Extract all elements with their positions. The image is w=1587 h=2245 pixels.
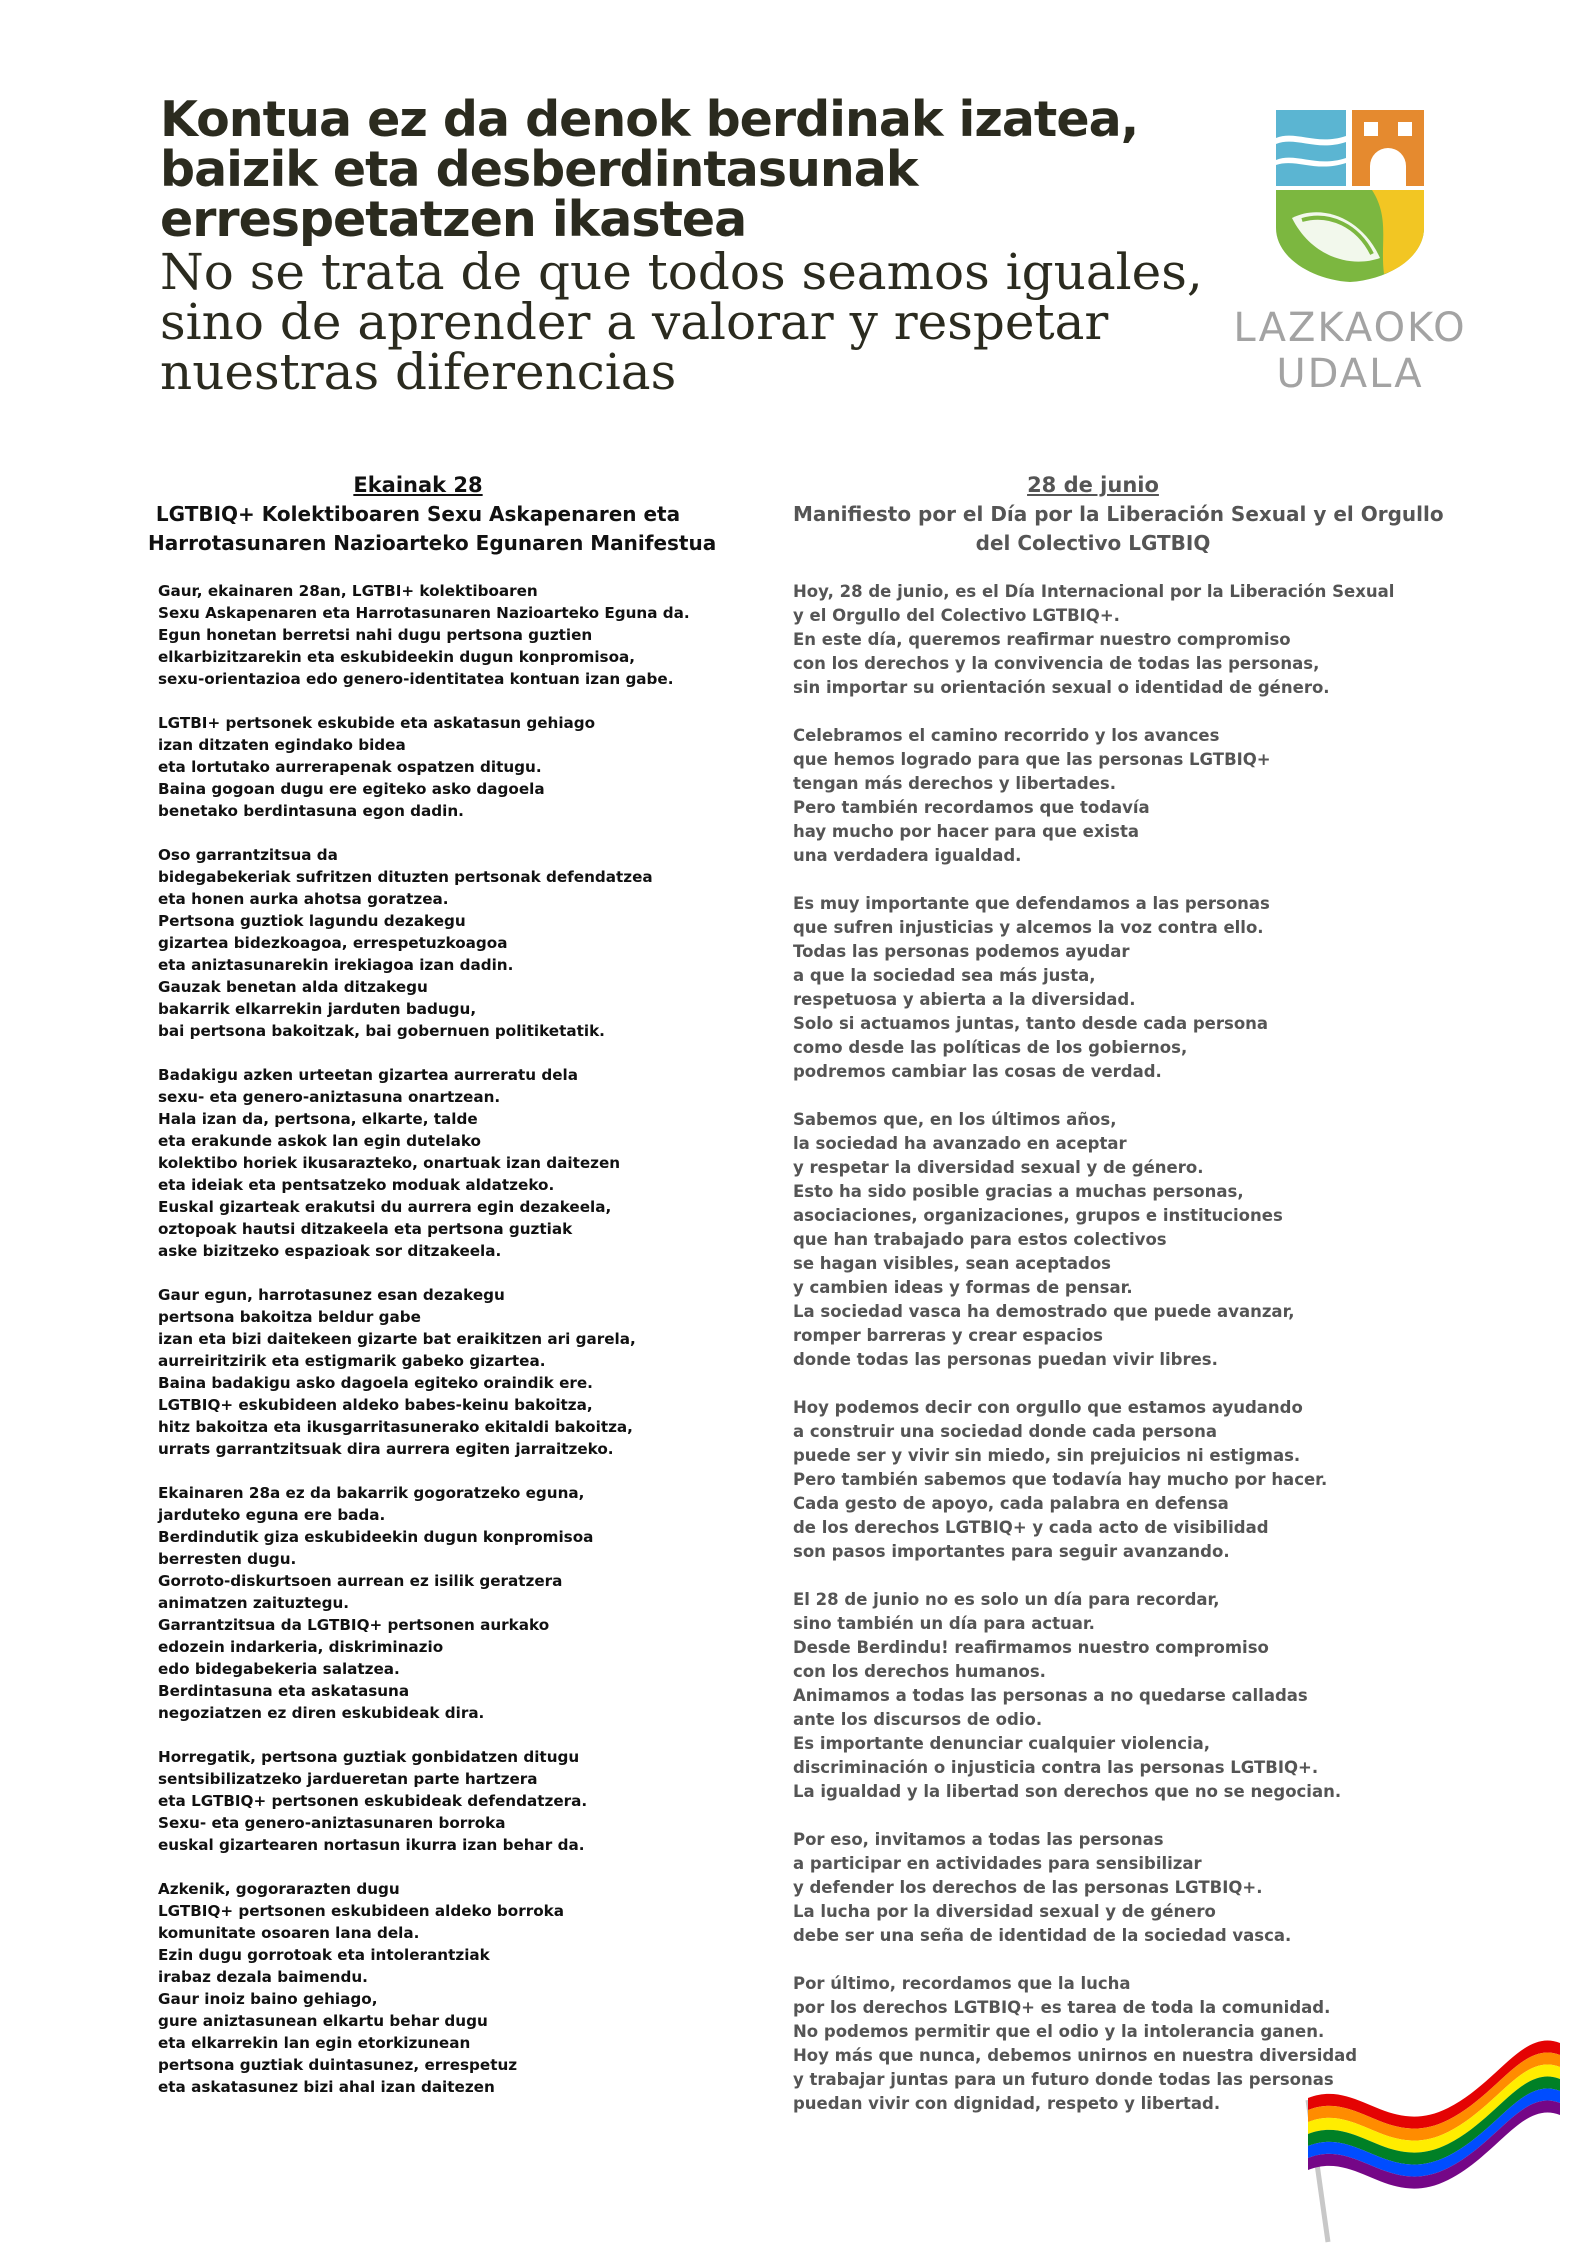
manifesto-line: que han trabajado para estos colectivos: [793, 1230, 1167, 1249]
title-spanish-line: nuestras diferencias: [160, 343, 677, 401]
manifesto-paragraph: [793, 580, 1393, 700]
manifesto-line: romper barreras y crear espacios: [793, 1326, 1103, 1345]
manifesto-paragraph: [793, 892, 1393, 1084]
manifesto-paragraph: [158, 1878, 688, 2098]
manifesto-line: Baina gogoan dugu ere egiteko asko dagoela: [158, 780, 545, 798]
manifesto-line: de los derechos LGTBIQ+ y cada acto de visibilidad: [793, 1518, 1269, 1537]
title-spanish: [160, 243, 1210, 401]
manifesto-line: Por último, recordamos que la lucha: [793, 1974, 1131, 1993]
manifesto-line: hitz bakoitza eta ikusgarritasunerako ekitaldi bakoitza,: [158, 1418, 633, 1436]
manifesto-line: que hemos logrado para que las personas LGTBIQ+: [793, 750, 1271, 769]
rainbow-flag-icon: [1298, 2030, 1573, 2245]
manifesto-line: y trabajar juntas para un futuro donde todas las personas: [793, 2070, 1334, 2089]
manifesto-paragraph: [158, 1064, 688, 1262]
manifesto-line: Es muy importante que defendamos a las personas: [793, 894, 1270, 913]
manifesto-line: eta elkarrekin lan egin etorkizunean: [158, 2034, 471, 2052]
manifesto-line: se hagan visibles, sean aceptados: [793, 1254, 1111, 1273]
manifesto-line: donde todas las personas puedan vivir libres.: [793, 1350, 1218, 1369]
manifesto-line: son pasos importantes para seguir avanzando.: [793, 1542, 1230, 1561]
manifesto-line: Todas las personas podemos ayudar: [793, 942, 1130, 961]
manifesto-line: tengan más derechos y libertades.: [793, 774, 1116, 793]
manifesto-line: eta askatasunez bizi ahal izan daitezen: [158, 2078, 495, 2096]
manifesto-paragraph: [158, 1284, 688, 1460]
manifesto-line: berresten dugu.: [158, 1550, 297, 1568]
manifesto-line: Horregatik, pertsona guztiak gonbidatzen ditugu: [158, 1748, 580, 1766]
manifesto-basque-date: Ekainak 28: [353, 473, 483, 497]
manifesto-line: Cada gesto de apoyo, cada palabra en defensa: [793, 1494, 1229, 1513]
manifesto-line: No podemos permitir que el odio y la intolerancia ganen.: [793, 2022, 1325, 2041]
manifesto-line: con los derechos y la convivencia de todas las personas,: [793, 654, 1320, 673]
manifesto-line: debe ser una seña de identidad de la sociedad vasca.: [793, 1926, 1292, 1945]
manifesto-line: con los derechos humanos.: [793, 1662, 1046, 1681]
manifesto-line: urrats garrantzitsuak dira aurrera egiten jarraitzeko.: [158, 1440, 614, 1458]
manifesto-line: sin importar su orientación sexual o identidad de género.: [793, 678, 1330, 697]
manifesto-line: La sociedad vasca ha demostrado que puede avanzar,: [793, 1302, 1295, 1321]
manifesto-line: sexu-orientazioa edo genero-identitatea kontuan izan gabe.: [158, 670, 674, 688]
manifesto-line: que sufren injusticias y alcemos la voz contra ello.: [793, 918, 1264, 937]
manifesto-line: la sociedad ha avanzado en aceptar: [793, 1134, 1127, 1153]
manifesto-line: Gauzak benetan alda ditzakegu: [158, 978, 428, 996]
manifesto-line: bakarrik elkarrekin jarduten badugu,: [158, 1000, 477, 1018]
manifesto-line: Gorroto-diskurtsoen aurrean ez isilik geratzera: [158, 1572, 563, 1590]
manifesto-paragraph: [793, 1828, 1393, 1948]
manifesto-line: La lucha por la diversidad sexual y de género: [793, 1902, 1216, 1921]
manifesto-line: a construir una sociedad donde cada persona: [793, 1422, 1217, 1441]
manifesto-basque-subtitle: [148, 500, 717, 558]
manifesto-spanish-heading: [793, 470, 1444, 558]
manifesto-paragraph: [158, 580, 688, 690]
manifesto-line: y defender los derechos de las personas LGTBIQ+.: [793, 1878, 1263, 1897]
manifesto-line: podremos cambiar las cosas de verdad.: [793, 1062, 1162, 1081]
manifesto-line: Pero también sabemos que todavía hay mucho por hacer.: [793, 1470, 1328, 1489]
title-basque-line: baizik eta desberdintasunak: [160, 141, 918, 198]
manifesto-line: LGTBIQ+ eskubideen aldeko babes-keinu bakoitza,: [158, 1396, 593, 1414]
manifesto-line: jarduteko eguna ere bada.: [158, 1506, 386, 1524]
manifesto-line: discriminación o injusticia contra las personas LGTBIQ+.: [793, 1758, 1319, 1777]
manifesto-line: a que la sociedad sea más justa,: [793, 966, 1096, 985]
title-spanish-line: No se trata de que todos seamos iguales,: [160, 243, 1203, 301]
manifesto-line: Sexu- eta genero-aniztasunaren borroka: [158, 1814, 506, 1832]
manifesto-line: pertsona guztiak duintasunez, errespetuz: [158, 2056, 518, 2074]
manifesto-line: Solo si actuamos juntas, tanto desde cada persona: [793, 1014, 1269, 1033]
manifesto-basque-body: [158, 580, 688, 2098]
manifesto-line: elkarbizitzarekin eta eskubideekin dugun konpromisoa,: [158, 648, 636, 666]
manifesto-line: komunitate osoaren lana dela.: [158, 1924, 420, 1942]
manifesto-spanish-subtitle: [793, 500, 1444, 558]
manifesto-paragraph: [158, 1482, 688, 1724]
manifesto-line: puedan vivir con dignidad, respeto y libertad.: [793, 2094, 1221, 2113]
manifesto-line: Hala izan da, pertsona, elkarte, talde: [158, 1110, 478, 1128]
manifesto-line: asociaciones, organizaciones, grupos e instituciones: [793, 1206, 1283, 1225]
manifesto-line: Garrantzitsua da LGTBIQ+ pertsonen aurkako: [158, 1616, 550, 1634]
manifesto-line: como desde las políticas de los gobiernos,: [793, 1038, 1188, 1057]
manifesto-line: bai pertsona bakoitzak, bai gobernuen politiketatik.: [158, 1022, 605, 1040]
manifesto-line: La igualdad y la libertad son derechos que no se negocian.: [793, 1782, 1342, 1801]
subtitle-line: Manifiesto por el Día por la Liberación Sexual y el Orgullo: [793, 502, 1444, 526]
lazkao-udala-logo: [1220, 108, 1480, 398]
manifesto-paragraph: [793, 1108, 1393, 1372]
subtitle-line: LGTBIQ+ Kolektiboaren Sexu Askapenaren eta: [155, 502, 681, 526]
manifesto-line: Por eso, invitamos a todas las personas: [793, 1830, 1164, 1849]
title-basque: [160, 91, 1210, 248]
manifesto-basque-heading: [148, 470, 717, 558]
manifesto-line: Sabemos que, en los últimos años,: [793, 1110, 1117, 1129]
manifesto-line: Pertsona guztiok lagundu dezakegu: [158, 912, 466, 930]
manifesto-line: eta LGTBIQ+ pertsonen eskubideak defendatzera.: [158, 1792, 588, 1810]
title-basque-line: Kontua ez da denok berdinak izatea,: [160, 91, 1139, 148]
manifesto-line: Celebramos el camino recorrido y los avances: [793, 726, 1220, 745]
manifesto-spanish-date: 28 de junio: [1027, 473, 1159, 497]
manifesto-line: oztopoak hautsi ditzakeela eta pertsona guztiak: [158, 1220, 573, 1238]
manifesto-line: Ezin dugu gorrotoak eta intolerantziak: [158, 1946, 490, 1964]
manifesto-line: Euskal gizarteak erakutsi du aurrera egin dezakeela,: [158, 1198, 612, 1216]
manifesto-line: eta honen aurka ahotsa goratzea.: [158, 890, 449, 908]
manifesto-line: LGTBIQ+ pertsonen eskubideen aldeko borroka: [158, 1902, 565, 1920]
manifesto-line: sexu- eta genero-aniztasuna onartzean.: [158, 1088, 501, 1106]
logo-text-lazkaoko: LAZKAOKO: [1233, 305, 1467, 351]
manifesto-line: animatzen zaituztegu.: [158, 1594, 350, 1612]
manifesto-paragraph: [158, 712, 688, 822]
manifesto-basque: [148, 470, 717, 2120]
manifesto-line: Egun honetan berretsi nahi dugu pertsona guztien: [158, 626, 593, 644]
manifesto-line: aske bizitzeko espazioak sor ditzakeela.: [158, 1242, 502, 1260]
manifesto-line: Oso garrantzitsua da: [158, 846, 338, 864]
manifesto-line: benetako berdintasuna egon dadin.: [158, 802, 464, 820]
manifesto-line: LGTBI+ pertsonek eskubide eta askatasun gehiago: [158, 714, 596, 732]
page-header: [160, 91, 1210, 401]
manifesto-line: kolektibo horiek ikusarazteko, onartuak izan daitezen: [158, 1154, 621, 1172]
subtitle-line: del Colectivo LGTBIQ: [975, 531, 1211, 555]
manifesto-line: Ekainaren 28a ez da bakarrik gogoratzeko eguna,: [158, 1484, 585, 1502]
manifesto-line: Azkenik, gogorarazten dugu: [158, 1880, 400, 1898]
manifesto-line: negoziatzen ez diren eskubideak dira.: [158, 1704, 485, 1722]
manifesto-line: izan ditzaten egindako bidea: [158, 736, 406, 754]
manifesto-line: Pero también recordamos que todavía: [793, 798, 1150, 817]
manifesto-spanish: [793, 470, 1444, 2140]
manifesto-line: a participar en actividades para sensibilizar: [793, 1854, 1202, 1873]
manifesto-line: irabaz dezala baimendu.: [158, 1968, 368, 1986]
manifesto-paragraph: [793, 1588, 1393, 1804]
manifesto-line: Gaur, ekainaren 28an, LGTBI+ kolektiboaren: [158, 582, 538, 600]
manifesto-line: una verdadera igualdad.: [793, 846, 1022, 865]
manifesto-line: Hoy podemos decir con orgullo que estamos ayudando: [793, 1398, 1303, 1417]
manifesto-line: Desde Berdindu! reafirmamos nuestro compromiso: [793, 1638, 1269, 1657]
manifesto-line: Esto ha sido posible gracias a muchas personas,: [793, 1182, 1244, 1201]
manifesto-line: sino también un día para actuar.: [793, 1614, 1095, 1633]
manifesto-line: eta erakunde askok lan egin dutelako: [158, 1132, 481, 1150]
manifesto-line: euskal gizartearen nortasun ikurra izan behar da.: [158, 1836, 585, 1854]
manifesto-line: Berdindutik giza eskubideekin dugun konpromisoa: [158, 1528, 594, 1546]
manifesto-line: edozein indarkeria, diskriminazio: [158, 1638, 444, 1656]
manifesto-line: eta ideiak eta pentsatzeko moduak aldatzeko.: [158, 1176, 555, 1194]
manifesto-line: Badakigu azken urteetan gizartea aurreratu dela: [158, 1066, 578, 1084]
manifesto-line: hay mucho por hacer para que exista: [793, 822, 1139, 841]
manifesto-line: Berdintasuna eta askatasuna: [158, 1682, 410, 1700]
manifesto-line: bidegabekeriak sufritzen dituzten pertsonak defendatzea: [158, 868, 653, 886]
manifesto-line: Gaur egun, harrotasunez esan dezakegu: [158, 1286, 505, 1304]
manifesto-line: pertsona bakoitza beldur gabe: [158, 1308, 421, 1326]
town-emblem-icon: [1272, 108, 1428, 284]
manifesto-line: Animamos a todas las personas a no quedarse calladas: [793, 1686, 1308, 1705]
manifesto-line: eta aniztasunarekin irekiagoa izan dadin.: [158, 956, 514, 974]
manifesto-line: y el Orgullo del Colectivo LGTBIQ+.: [793, 606, 1120, 625]
manifesto-line: edo bidegabekeria salatzea.: [158, 1660, 400, 1678]
manifesto-line: por los derechos LGTBIQ+ es tarea de toda la comunidad.: [793, 1998, 1331, 2017]
manifesto-line: puede ser y vivir sin miedo, sin prejuicios ni estigmas.: [793, 1446, 1301, 1465]
logo-text-udala: UDALA: [1276, 351, 1424, 397]
manifesto-line: Baina badakigu asko dagoela egiteko oraindik ere.: [158, 1374, 593, 1392]
manifesto-line: En este día, queremos reafirmar nuestro compromiso: [793, 630, 1291, 649]
manifesto-spanish-body: [793, 580, 1393, 2116]
manifesto-line: y cambien ideas y formas de pensar.: [793, 1278, 1133, 1297]
manifesto-line: sentsibilizatzeko jardueretan parte hartzera: [158, 1770, 538, 1788]
manifesto-paragraph: [158, 1746, 688, 1856]
manifesto-line: Es importante denunciar cualquier violencia,: [793, 1734, 1211, 1753]
manifesto-paragraph: [158, 844, 688, 1042]
manifesto-line: eta lortutako aurrerapenak ospatzen ditugu.: [158, 758, 542, 776]
manifesto-line: Hoy más que nunca, debemos unirnos en nuestra diversidad: [793, 2046, 1358, 2065]
manifesto-line: Gaur inoiz baino gehiago,: [158, 1990, 378, 2008]
manifesto-line: Sexu Askapenaren eta Harrotasunaren Nazioarteko Eguna da.: [158, 604, 690, 622]
manifesto-line: gizartea bidezkoagoa, errespetuzkoagoa: [158, 934, 508, 952]
subtitle-line: Harrotasunaren Nazioarteko Egunaren Manifestua: [148, 531, 717, 555]
manifesto-paragraph: [793, 724, 1393, 868]
manifesto-line: aurreiritzirik eta estigmarik gabeko gizartea.: [158, 1352, 546, 1370]
manifesto-line: respetuosa y abierta a la diversidad.: [793, 990, 1136, 1009]
manifesto-line: ante los discursos de odio.: [793, 1710, 1043, 1729]
manifesto-line: Hoy, 28 de junio, es el Día Internacional por la Liberación Sexual: [793, 582, 1395, 601]
title-basque-line: errespetatzen ikastea: [160, 191, 747, 248]
title-spanish-line: sino de aprender a valorar y respetar: [160, 293, 1109, 351]
manifesto-paragraph: [793, 1396, 1393, 1564]
manifesto-line: gure aniztasunean elkartu behar dugu: [158, 2012, 488, 2030]
manifesto-line: y respetar la diversidad sexual y de género.: [793, 1158, 1204, 1177]
manifesto-line: izan eta bizi daitekeen gizarte bat eraikitzen ari garela,: [158, 1330, 636, 1348]
manifesto-line: El 28 de junio no es solo un día para recordar,: [793, 1590, 1220, 1609]
